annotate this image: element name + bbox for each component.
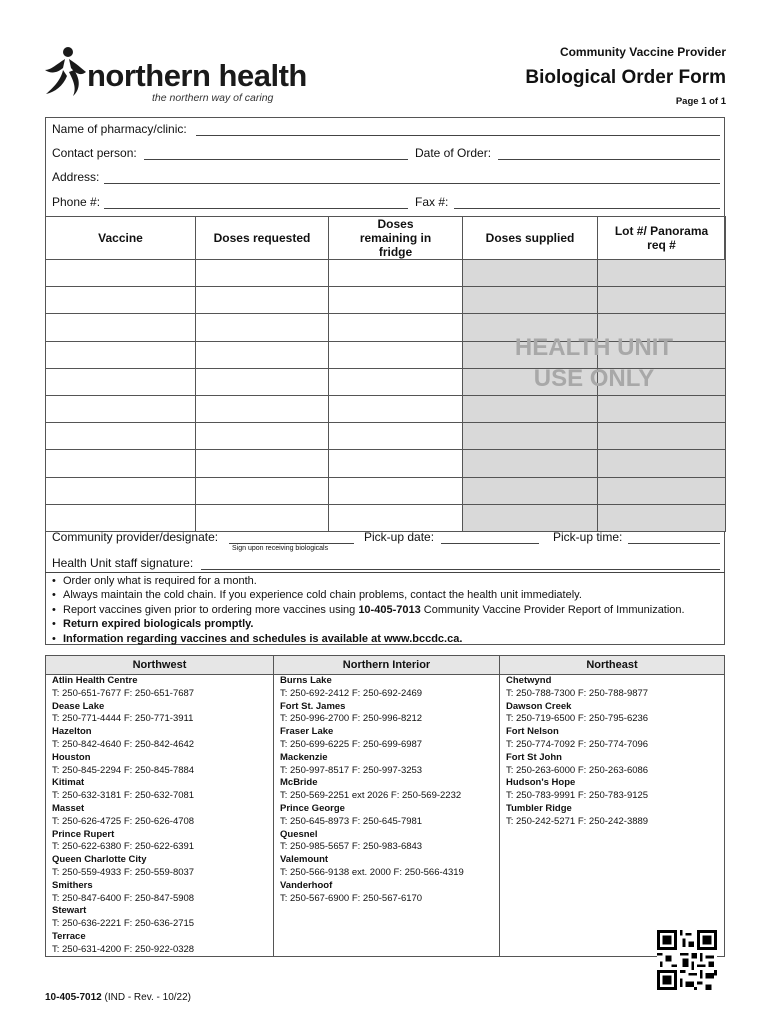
contact-name: Kitimat	[52, 777, 85, 789]
col-doses-requested: Doses requested	[196, 217, 329, 260]
address-field[interactable]	[104, 183, 720, 184]
form-footer	[45, 992, 191, 1003]
contact-name: Hazelton	[52, 726, 92, 738]
provider-note: Sign upon receiving biologicals	[232, 545, 329, 552]
contact-phone: T: 250-699-6225 F: 250-699-6987	[280, 738, 423, 750]
col-doses-remaining	[329, 217, 463, 260]
note-text: Always maintain the cold chain. If you experience cold chain problems, contact the health unit immediately.	[63, 589, 582, 602]
notes-divider	[45, 572, 725, 573]
doses-remaining-cell[interactable]	[329, 287, 463, 314]
instructions-list	[52, 574, 685, 646]
doses-supplied-cell	[463, 450, 598, 477]
contact-phone: T: 250-242-5271 F: 250-242-3889	[506, 815, 649, 827]
contact-phone: T: 250-719-6500 F: 250-795-6236	[506, 713, 649, 725]
note-item	[52, 617, 685, 631]
contacts-col-northeast	[500, 656, 724, 956]
contacts-col-northwest	[46, 656, 274, 956]
lot-cell	[598, 287, 726, 314]
region-heading: Northeast	[500, 656, 724, 675]
note-text: Return expired biologicals promptly.	[63, 618, 254, 631]
order-row	[46, 504, 726, 531]
provider-signature-field[interactable]	[229, 543, 354, 544]
contacts-col-northern-interior	[274, 656, 500, 956]
contact-phone: T: 250-569-2251 ext 2026 F: 250-569-2232	[280, 790, 462, 802]
contact-phone: T: 250-651-7677 F: 250-651-7687	[52, 687, 195, 699]
doses-supplied-cell	[463, 287, 598, 314]
date-of-order-field[interactable]	[498, 159, 720, 160]
doses-requested-cell[interactable]	[196, 368, 329, 395]
order-row	[46, 423, 726, 450]
doses-requested-cell[interactable]	[196, 450, 329, 477]
doses-remaining-cell[interactable]	[329, 477, 463, 504]
lot-cell	[598, 477, 726, 504]
doses-remaining-cell[interactable]	[329, 368, 463, 395]
contact-name: Prince George	[280, 802, 345, 814]
vaccine-cell[interactable]	[46, 341, 196, 368]
contact-phone: T: 250-985-5657 F: 250-983-6843	[280, 841, 423, 853]
contact-phone: T: 250-631-4200 F: 250-922-0328	[52, 943, 195, 955]
doses-requested-cell[interactable]	[196, 260, 329, 287]
brand-name: northern health	[87, 58, 307, 93]
vaccine-cell[interactable]	[46, 423, 196, 450]
doses-requested-cell[interactable]	[196, 395, 329, 422]
vaccine-cell[interactable]	[46, 477, 196, 504]
contact-list	[500, 675, 724, 829]
page-number: Page 1 of 1	[675, 96, 726, 107]
vaccine-cell[interactable]	[46, 314, 196, 341]
doses-remaining-cell[interactable]	[329, 260, 463, 287]
contact-phone: T: 250-645-8973 F: 250-645-7981	[280, 815, 423, 827]
contact-phone: T: 250-771-4444 F: 250-771-3911	[52, 713, 194, 725]
contact-field[interactable]	[144, 159, 408, 160]
contact-name: Masset	[52, 802, 85, 814]
pickup-time-label: Pick-up time:	[553, 530, 623, 544]
doses-requested-cell[interactable]	[196, 477, 329, 504]
pre-title: Community Vaccine Provider	[559, 45, 726, 59]
contact-name: Chetwynd	[506, 675, 552, 686]
lot-cell	[598, 423, 726, 450]
contact-name: Atlin Health Centre	[52, 675, 138, 686]
doses-remaining-cell[interactable]	[329, 395, 463, 422]
contacts-box	[45, 655, 725, 957]
contact-phone: T: 250-997-8517 F: 250-997-3253	[280, 764, 423, 776]
note-item	[52, 603, 685, 617]
contact-phone: T: 250-636-2221 F: 250-636-2715	[52, 918, 195, 930]
doses-supplied-cell	[463, 395, 598, 422]
doses-remaining-cell[interactable]	[329, 423, 463, 450]
phone-field[interactable]	[104, 208, 408, 209]
doses-requested-cell[interactable]	[196, 287, 329, 314]
contact-phone: T: 250-788-7300 F: 250-788-9877	[506, 687, 649, 699]
contact-name: Fraser Lake	[280, 726, 334, 738]
contact-name: Vanderhoof	[280, 879, 333, 891]
contact-name: Dawson Creek	[506, 700, 572, 712]
contact-name: Smithers	[52, 879, 93, 891]
form-revision: (IND - Rev. - 10/22)	[101, 992, 191, 1003]
health-unit-use-only-watermark	[463, 332, 725, 394]
region-heading: Northern Interior	[274, 656, 499, 675]
fax-label: Fax #:	[415, 195, 449, 209]
pickup-date-field[interactable]	[441, 543, 539, 544]
phone-label: Phone #:	[52, 195, 101, 209]
pickup-time-field[interactable]	[628, 543, 720, 544]
doses-remaining-cell[interactable]	[329, 341, 463, 368]
doses-supplied-cell	[463, 260, 598, 287]
address-label: Address:	[52, 170, 100, 184]
brand-tagline: the northern way of caring	[152, 92, 274, 104]
staff-signature-field[interactable]	[201, 569, 720, 570]
contact-phone: T: 250-632-3181 F: 250-632-7081	[52, 790, 195, 802]
lot-cell	[598, 450, 726, 477]
qr-code-icon	[657, 930, 717, 990]
contact-phone: T: 250-263-6000 F: 250-263-6086	[506, 764, 649, 776]
col-doses-supplied: Doses supplied	[463, 217, 598, 260]
region-heading: Northwest	[46, 656, 273, 675]
doses-requested-cell[interactable]	[196, 423, 329, 450]
doses-supplied-cell	[463, 477, 598, 504]
lot-cell	[598, 260, 726, 287]
order-row	[46, 450, 726, 477]
note-item	[52, 632, 685, 646]
contact-name: Burns Lake	[280, 675, 332, 686]
col-vaccine: Vaccine	[46, 217, 196, 260]
watermark-line-2: USE ONLY	[533, 365, 655, 392]
doses-supplied-cell	[463, 504, 598, 531]
note-form-number: 10-405-7013	[358, 603, 421, 616]
contact-phone: T: 250-845-2294 F: 250-845-7884	[52, 764, 195, 776]
col-doses-remaining-label: Doses remaining in fridge	[359, 217, 432, 259]
contact-list	[46, 675, 273, 957]
date-of-order-label: Date of Order:	[415, 146, 492, 160]
contact-name: Hudson's Hope	[506, 777, 576, 789]
doses-supplied-cell	[463, 423, 598, 450]
contact-list	[274, 675, 499, 905]
contact-name: Fort St John	[506, 751, 562, 763]
lot-cell	[598, 395, 726, 422]
order-row	[46, 395, 726, 422]
doses-remaining-cell[interactable]	[329, 314, 463, 341]
contact-label: Contact person:	[52, 146, 137, 160]
note-item	[52, 574, 685, 588]
contact-name: Queen Charlotte City	[52, 854, 147, 866]
fax-field[interactable]	[454, 208, 720, 209]
contact-name: Quesnel	[280, 828, 318, 840]
pharmacy-field[interactable]	[196, 135, 720, 136]
vaccine-cell[interactable]	[46, 504, 196, 531]
note-item	[52, 588, 685, 602]
form-number: 10-405-7012	[45, 992, 102, 1003]
contact-phone: T: 250-622-6380 F: 250-622-6391	[52, 841, 195, 853]
vaccine-cell[interactable]	[46, 287, 196, 314]
contact-name: Dease Lake	[52, 700, 105, 712]
vaccine-cell[interactable]	[46, 368, 196, 395]
contact-name: Stewart	[52, 905, 87, 917]
contact-name: McBride	[280, 777, 318, 789]
contact-phone: T: 250-996-2700 F: 250-996-8212	[280, 713, 423, 725]
doses-requested-cell[interactable]	[196, 341, 329, 368]
col-lot	[598, 217, 726, 260]
order-row	[46, 477, 726, 504]
note-text: Information regarding vaccines and schedules is available at www.bccdc.ca.	[63, 632, 463, 645]
note-text: Order only what is required for a month.	[63, 575, 257, 587]
lot-cell	[598, 504, 726, 531]
watermark-line-1: HEALTH UNIT	[514, 334, 674, 361]
contact-phone: T: 250-566-9138 ext. 2000 F: 250-566-4319	[280, 866, 464, 878]
contact-name: Mackenzie	[280, 751, 328, 763]
contact-phone: T: 250-692-2412 F: 250-692-2469	[280, 687, 423, 699]
contact-phone: T: 250-847-6400 F: 250-847-5908	[52, 892, 195, 904]
contact-phone: T: 250-842-4640 F: 250-842-4642	[52, 738, 195, 750]
contact-phone: T: 250-626-4725 F: 250-626-4708	[52, 815, 195, 827]
contact-name: Fort St. James	[280, 700, 346, 712]
contact-name: Fort Nelson	[506, 726, 559, 738]
col-lot-label: Lot #/ Panorama req #	[614, 224, 709, 252]
northern-health-logo-icon	[43, 46, 87, 98]
vaccine-cell[interactable]	[46, 260, 196, 287]
contact-phone: T: 250-559-4933 F: 250-559-8037	[52, 866, 195, 878]
contact-name: Valemount	[280, 854, 329, 866]
doses-remaining-cell[interactable]	[329, 450, 463, 477]
note-text: Report vaccines given prior to ordering more vaccines using	[63, 603, 359, 616]
doses-requested-cell[interactable]	[196, 314, 329, 341]
contact-phone: T: 250-774-7092 F: 250-774-7096	[506, 738, 649, 750]
order-row	[46, 287, 726, 314]
doses-requested-cell[interactable]	[196, 504, 329, 531]
contact-phone: T: 250-567-6900 F: 250-567-6170	[280, 892, 423, 904]
provider-label: Community provider/designate:	[52, 530, 219, 544]
order-row	[46, 260, 726, 287]
vaccine-cell[interactable]	[46, 395, 196, 422]
contact-name: Tumbler Ridge	[506, 802, 572, 814]
note-text: Community Vaccine Provider Report of Immunization.	[420, 603, 685, 616]
staff-signature-label: Health Unit staff signature:	[52, 556, 194, 570]
pickup-date-label: Pick-up date:	[364, 530, 435, 544]
pharmacy-label: Name of pharmacy/clinic:	[52, 122, 187, 136]
contact-name: Terrace	[52, 930, 86, 942]
doses-remaining-cell[interactable]	[329, 504, 463, 531]
contact-name: Prince Rupert	[52, 828, 115, 840]
page-title: Biological Order Form	[525, 67, 726, 88]
vaccine-cell[interactable]	[46, 450, 196, 477]
contact-phone: T: 250-783-9991 F: 250-783-9125	[506, 790, 649, 802]
contact-name: Houston	[52, 751, 91, 763]
